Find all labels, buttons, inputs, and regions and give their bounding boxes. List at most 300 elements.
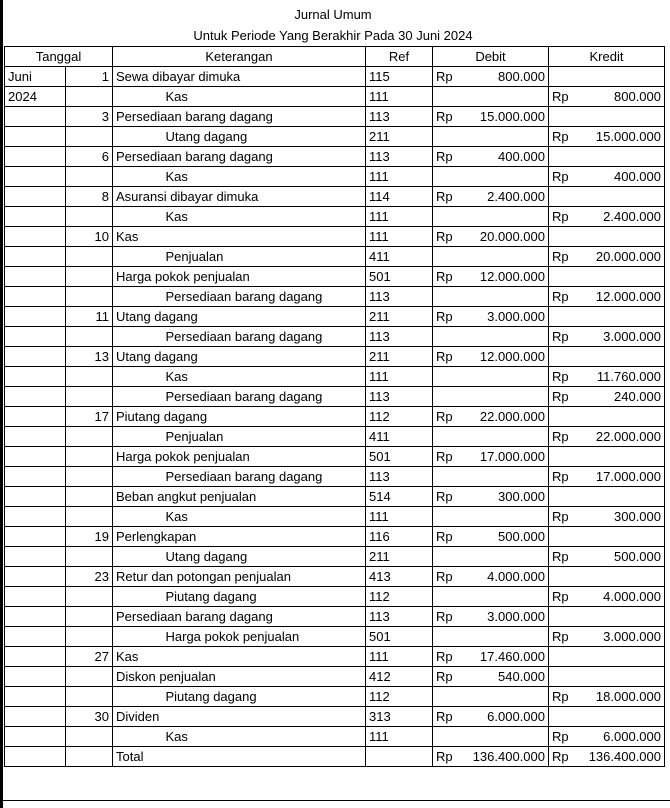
cell-credit-currency: Rp xyxy=(549,687,586,707)
cell-debit-currency: Rp xyxy=(433,107,470,127)
header-tanggal: Tanggal xyxy=(5,47,113,67)
cell-credit-amount: 2.400.000 xyxy=(586,207,665,227)
cell-credit-currency xyxy=(549,187,586,207)
header-kredit: Kredit xyxy=(549,47,665,67)
table-row xyxy=(5,507,665,527)
cell-day: 19 xyxy=(66,527,113,547)
cell-day: 27 xyxy=(66,647,113,667)
cell-credit-currency: Rp xyxy=(549,207,586,227)
cell-month xyxy=(5,367,66,387)
table-row xyxy=(5,127,665,147)
cell-debit-amount: 136.400.000 xyxy=(470,747,549,767)
cell-debit-account: Harga pokok penjualan xyxy=(113,267,366,287)
cell-account-spacer xyxy=(113,247,163,267)
table-row xyxy=(5,187,665,207)
cell-debit-amount xyxy=(470,687,549,707)
table-row xyxy=(5,467,665,487)
cell-debit-account: Diskon penjualan xyxy=(113,667,366,687)
cell-debit-amount xyxy=(470,327,549,347)
cell-debit-amount xyxy=(470,427,549,447)
cell-day: 13 xyxy=(66,347,113,367)
cell-credit-account: Persediaan barang dagang xyxy=(163,287,366,307)
cell-debit-currency: Rp xyxy=(433,747,470,767)
cell-debit-currency xyxy=(433,367,470,387)
cell-ref: 113 xyxy=(366,107,433,127)
cell-debit-account: Persediaan barang dagang xyxy=(113,107,366,127)
cell-debit-amount: 800.000 xyxy=(470,67,549,87)
cell-month xyxy=(5,647,66,667)
cell-account-spacer xyxy=(113,327,163,347)
cell-ref: 113 xyxy=(366,287,433,307)
cell-day xyxy=(66,667,113,687)
cell-debit-amount: 3.000.000 xyxy=(470,607,549,627)
cell-day: 1 xyxy=(66,67,113,87)
cell-account-spacer xyxy=(113,507,163,527)
cell-credit-amount: 800.000 xyxy=(586,87,665,107)
cell-day xyxy=(66,547,113,567)
cell-day xyxy=(66,267,113,287)
cell-credit-amount xyxy=(586,107,665,127)
cell-ref: 112 xyxy=(366,587,433,607)
table-row xyxy=(5,727,665,747)
cell-day xyxy=(66,687,113,707)
table-row xyxy=(5,167,665,187)
table-row xyxy=(5,147,665,167)
cell-ref: 111 xyxy=(366,727,433,747)
cell-credit-currency: Rp xyxy=(549,587,586,607)
cell-month xyxy=(5,567,66,587)
cell-month xyxy=(5,727,66,747)
cell-credit-account: Persediaan barang dagang xyxy=(163,467,366,487)
cell-month xyxy=(5,427,66,447)
cell-month xyxy=(5,447,66,467)
cell-credit-amount: 240.000 xyxy=(586,387,665,407)
cell-account-spacer xyxy=(113,467,163,487)
cell-credit-currency: Rp xyxy=(549,287,586,307)
header-ref: Ref xyxy=(366,47,433,67)
cell-debit-amount: 4.000.000 xyxy=(470,567,549,587)
table-row xyxy=(5,747,665,767)
cell-day xyxy=(66,327,113,347)
cell-month xyxy=(5,407,66,427)
cell-credit-currency: Rp xyxy=(549,387,586,407)
cell-day xyxy=(66,207,113,227)
cell-debit-amount xyxy=(470,587,549,607)
cell-credit-amount: 300.000 xyxy=(586,507,665,527)
cell-credit-amount: 20.000.000 xyxy=(586,247,665,267)
cell-day xyxy=(66,727,113,747)
cell-debit-amount xyxy=(470,727,549,747)
cell-credit-currency xyxy=(549,447,586,467)
cell-month xyxy=(5,167,66,187)
cell-credit-account: Persediaan barang dagang xyxy=(163,387,366,407)
page-title: Jurnal Umum xyxy=(294,7,372,22)
cell-debit-currency xyxy=(433,287,470,307)
cell-credit-amount xyxy=(586,527,665,547)
cell-credit-amount: 500.000 xyxy=(586,547,665,567)
cell-debit-currency xyxy=(433,687,470,707)
cell-credit-amount xyxy=(586,147,665,167)
cell-day: 11 xyxy=(66,307,113,327)
table-row xyxy=(5,487,665,507)
cell-ref: 501 xyxy=(366,267,433,287)
cell-ref: 211 xyxy=(366,547,433,567)
cell-debit-currency xyxy=(433,207,470,227)
cell-day xyxy=(66,487,113,507)
cell-credit-amount xyxy=(586,707,665,727)
cell-debit-amount xyxy=(470,127,549,147)
table-row xyxy=(5,267,665,287)
cell-day xyxy=(66,447,113,467)
cell-month xyxy=(5,507,66,527)
table-row xyxy=(5,707,665,727)
table-row xyxy=(5,407,665,427)
cell-credit-amount: 18.000.000 xyxy=(586,687,665,707)
cell-debit-currency xyxy=(433,127,470,147)
cell-month xyxy=(5,127,66,147)
cell-credit-amount: 22.000.000 xyxy=(586,427,665,447)
cell-day: 10 xyxy=(66,227,113,247)
cell-ref: 211 xyxy=(366,307,433,327)
cell-debit-amount: 20.000.000 xyxy=(470,227,549,247)
cell-credit-account: Utang dagang xyxy=(163,547,366,567)
cell-credit-amount xyxy=(586,407,665,427)
cell-credit-currency: Rp xyxy=(549,427,586,447)
cell-debit-currency xyxy=(433,587,470,607)
cell-debit-currency: Rp xyxy=(433,407,470,427)
cell-credit-amount: 11.760.000 xyxy=(586,367,665,387)
table-row xyxy=(5,387,665,407)
cell-ref: 113 xyxy=(366,467,433,487)
cell-month xyxy=(5,747,66,767)
cell-debit-account: Kas xyxy=(113,647,366,667)
cell-day xyxy=(66,87,113,107)
cell-debit-currency xyxy=(433,727,470,747)
cell-credit-currency xyxy=(549,647,586,667)
cell-day xyxy=(66,627,113,647)
cell-account-spacer xyxy=(113,287,163,307)
cell-credit-amount: 15.000.000 xyxy=(586,127,665,147)
cell-credit-amount xyxy=(586,487,665,507)
cell-debit-amount xyxy=(470,627,549,647)
cell-month xyxy=(5,267,66,287)
table-row xyxy=(5,107,665,127)
cell-credit-account: Kas xyxy=(163,727,366,747)
cell-debit-currency: Rp xyxy=(433,147,470,167)
cell-debit-currency xyxy=(433,247,470,267)
table-row xyxy=(5,547,665,567)
journal-table xyxy=(4,46,665,767)
cell-account-spacer xyxy=(113,367,163,387)
cell-credit-currency xyxy=(549,567,586,587)
cell-debit-amount xyxy=(470,367,549,387)
table-row xyxy=(5,307,665,327)
cell-account-spacer xyxy=(113,587,163,607)
cell-credit-currency: Rp xyxy=(549,467,586,487)
cell-debit-currency: Rp xyxy=(433,567,470,587)
cell-day xyxy=(66,387,113,407)
cell-credit-amount: 4.000.000 xyxy=(586,587,665,607)
cell-ref: 111 xyxy=(366,227,433,247)
cell-debit-currency xyxy=(433,387,470,407)
cell-debit-amount: 22.000.000 xyxy=(470,407,549,427)
cell-debit-amount: 3.000.000 xyxy=(470,307,549,327)
cell-credit-currency xyxy=(549,347,586,367)
cell-day xyxy=(66,607,113,627)
cell-debit-account: Perlengkapan xyxy=(113,527,366,547)
cell-credit-account: Kas xyxy=(163,507,366,527)
table-header-row xyxy=(5,47,665,67)
cell-debit-currency: Rp xyxy=(433,227,470,247)
cell-credit-amount: 400.000 xyxy=(586,167,665,187)
cell-debit-account: Sewa dibayar dimuka xyxy=(113,67,366,87)
cell-credit-amount xyxy=(586,227,665,247)
cell-ref: 111 xyxy=(366,167,433,187)
cell-day xyxy=(66,467,113,487)
cell-credit-amount: 3.000.000 xyxy=(586,627,665,647)
cell-credit-amount xyxy=(586,667,665,687)
cell-account-spacer xyxy=(113,727,163,747)
cell-debit-amount: 6.000.000 xyxy=(470,707,549,727)
cell-ref: 411 xyxy=(366,247,433,267)
cell-month xyxy=(5,527,66,547)
cell-ref xyxy=(366,747,433,767)
cell-debit-account: Persediaan barang dagang xyxy=(113,607,366,627)
cell-debit-account: Piutang dagang xyxy=(113,407,366,427)
cell-credit-amount xyxy=(586,607,665,627)
header-keterangan: Keterangan xyxy=(113,47,366,67)
cell-debit-account: Dividen xyxy=(113,707,366,727)
cell-debit-amount: 12.000.000 xyxy=(470,347,549,367)
cell-debit-currency xyxy=(433,467,470,487)
cell-debit-currency: Rp xyxy=(433,607,470,627)
cell-credit-amount: 3.000.000 xyxy=(586,327,665,347)
cell-debit-amount: 2.400.000 xyxy=(470,187,549,207)
cell-ref: 114 xyxy=(366,187,433,207)
cell-credit-currency xyxy=(549,527,586,547)
cell-credit-currency: Rp xyxy=(549,167,586,187)
cell-month xyxy=(5,307,66,327)
cell-ref: 113 xyxy=(366,387,433,407)
cell-ref: 112 xyxy=(366,687,433,707)
cell-credit-currency xyxy=(549,407,586,427)
cell-ref: 111 xyxy=(366,647,433,667)
cell-credit-amount xyxy=(586,647,665,667)
cell-month xyxy=(5,587,66,607)
cell-credit-currency: Rp xyxy=(549,87,586,107)
table-row xyxy=(5,687,665,707)
cell-credit-currency: Rp xyxy=(549,747,586,767)
cell-day: 8 xyxy=(66,187,113,207)
table-row xyxy=(5,567,665,587)
cell-account-spacer xyxy=(113,167,163,187)
cell-credit-account: Persediaan barang dagang xyxy=(163,327,366,347)
cell-debit-currency xyxy=(433,167,470,187)
cell-debit-amount xyxy=(470,467,549,487)
cell-credit-account: Utang dagang xyxy=(163,127,366,147)
table-row xyxy=(5,67,665,87)
cell-month xyxy=(5,227,66,247)
cell-ref: 501 xyxy=(366,627,433,647)
cell-credit-account: Kas xyxy=(163,87,366,107)
cell-month xyxy=(5,547,66,567)
cell-day xyxy=(66,247,113,267)
table-row xyxy=(5,247,665,267)
cell-debit-amount xyxy=(470,207,549,227)
cell-ref: 115 xyxy=(366,67,433,87)
cell-credit-currency: Rp xyxy=(549,507,586,527)
cell-debit-account: Utang dagang xyxy=(113,307,366,327)
cell-day xyxy=(66,367,113,387)
table-row xyxy=(5,427,665,447)
cell-month xyxy=(5,707,66,727)
cell-debit-account: Persediaan barang dagang xyxy=(113,147,366,167)
cell-credit-account: Kas xyxy=(163,167,366,187)
cell-day xyxy=(66,587,113,607)
sheet-left-edge xyxy=(0,0,3,808)
cell-credit-amount xyxy=(586,447,665,467)
cell-credit-amount xyxy=(586,187,665,207)
table-row xyxy=(5,87,665,107)
cell-account-spacer xyxy=(113,547,163,567)
cell-debit-currency: Rp xyxy=(433,527,470,547)
cell-ref: 111 xyxy=(366,87,433,107)
cell-ref: 116 xyxy=(366,527,433,547)
cell-debit-currency: Rp xyxy=(433,187,470,207)
cell-month xyxy=(5,487,66,507)
cell-day xyxy=(66,167,113,187)
cell-debit-currency: Rp xyxy=(433,647,470,667)
cell-credit-account: Kas xyxy=(163,207,366,227)
cell-ref: 111 xyxy=(366,507,433,527)
cell-debit-account: Total xyxy=(113,747,366,767)
cell-day: 6 xyxy=(66,147,113,167)
cell-credit-currency xyxy=(549,147,586,167)
cell-credit-currency: Rp xyxy=(549,247,586,267)
cell-credit-amount: 6.000.000 xyxy=(586,727,665,747)
table-row xyxy=(5,607,665,627)
cell-debit-amount: 540.000 xyxy=(470,667,549,687)
cell-day xyxy=(66,427,113,447)
cell-month xyxy=(5,387,66,407)
cell-debit-account: Kas xyxy=(113,227,366,247)
cell-debit-amount: 500.000 xyxy=(470,527,549,547)
cell-credit-amount: 17.000.000 xyxy=(586,467,665,487)
cell-debit-currency: Rp xyxy=(433,307,470,327)
cell-ref: 112 xyxy=(366,407,433,427)
table-row xyxy=(5,527,665,547)
cell-credit-account: Harga pokok penjualan xyxy=(163,627,366,647)
cell-month xyxy=(5,147,66,167)
cell-month xyxy=(5,687,66,707)
cell-debit-currency: Rp xyxy=(433,67,470,87)
cell-credit-amount: 12.000.000 xyxy=(586,287,665,307)
cell-debit-account: Harga pokok penjualan xyxy=(113,447,366,467)
cell-month xyxy=(5,347,66,367)
cell-credit-account: Piutang dagang xyxy=(163,687,366,707)
cell-ref: 313 xyxy=(366,707,433,727)
table-row xyxy=(5,647,665,667)
table-row xyxy=(5,667,665,687)
cell-day xyxy=(66,287,113,307)
page-subtitle: Untuk Periode Yang Berakhir Pada 30 Juni 2024 xyxy=(193,28,473,43)
cell-month xyxy=(5,607,66,627)
cell-credit-account: Penjualan xyxy=(163,247,366,267)
cell-debit-amount: 400.000 xyxy=(470,147,549,167)
cell-account-spacer xyxy=(113,127,163,147)
cell-month xyxy=(5,187,66,207)
cell-debit-currency xyxy=(433,87,470,107)
cell-debit-amount: 17.460.000 xyxy=(470,647,549,667)
cell-credit-currency: Rp xyxy=(549,367,586,387)
cell-day xyxy=(66,507,113,527)
cell-account-spacer xyxy=(113,427,163,447)
cell-debit-currency: Rp xyxy=(433,267,470,287)
cell-credit-amount xyxy=(586,67,665,87)
table-row xyxy=(5,207,665,227)
cell-month xyxy=(5,107,66,127)
cell-credit-currency xyxy=(549,487,586,507)
cell-debit-account: Retur dan potongan penjualan xyxy=(113,567,366,587)
cell-debit-amount xyxy=(470,247,549,267)
cell-credit-currency: Rp xyxy=(549,327,586,347)
cell-debit-amount xyxy=(470,387,549,407)
cell-credit-currency: Rp xyxy=(549,547,586,567)
cell-ref: 113 xyxy=(366,327,433,347)
cell-credit-currency: Rp xyxy=(549,627,586,647)
cell-debit-currency xyxy=(433,627,470,647)
cell-debit-currency: Rp xyxy=(433,667,470,687)
cell-month: 2024 xyxy=(5,87,66,107)
table-row xyxy=(5,447,665,467)
table-row xyxy=(5,367,665,387)
cell-credit-amount xyxy=(586,307,665,327)
cell-debit-amount xyxy=(470,547,549,567)
table-row xyxy=(5,327,665,347)
cell-ref: 514 xyxy=(366,487,433,507)
table-row xyxy=(5,587,665,607)
cell-debit-account: Beban angkut penjualan xyxy=(113,487,366,507)
cell-debit-currency: Rp xyxy=(433,347,470,367)
cell-credit-currency: Rp xyxy=(549,727,586,747)
cell-credit-amount xyxy=(586,347,665,367)
cell-debit-amount: 12.000.000 xyxy=(470,267,549,287)
cell-day: 30 xyxy=(66,707,113,727)
cell-account-spacer xyxy=(113,207,163,227)
cell-ref: 113 xyxy=(366,147,433,167)
cell-credit-currency: Rp xyxy=(549,127,586,147)
cell-credit-currency xyxy=(549,267,586,287)
cell-day: 17 xyxy=(66,407,113,427)
cell-credit-currency xyxy=(549,667,586,687)
cell-debit-currency xyxy=(433,427,470,447)
cell-month xyxy=(5,247,66,267)
cell-credit-amount: 136.400.000 xyxy=(586,747,665,767)
cell-account-spacer xyxy=(113,87,163,107)
journal-body xyxy=(5,47,665,767)
cell-debit-amount: 300.000 xyxy=(470,487,549,507)
cell-month xyxy=(5,287,66,307)
cell-credit-account: Penjualan xyxy=(163,427,366,447)
cell-credit-currency xyxy=(549,607,586,627)
table-row xyxy=(5,227,665,247)
table-row xyxy=(5,347,665,367)
cell-credit-account: Piutang dagang xyxy=(163,587,366,607)
cell-ref: 211 xyxy=(366,347,433,367)
cell-day xyxy=(66,127,113,147)
cell-ref: 113 xyxy=(366,607,433,627)
cell-month: Juni xyxy=(5,67,66,87)
